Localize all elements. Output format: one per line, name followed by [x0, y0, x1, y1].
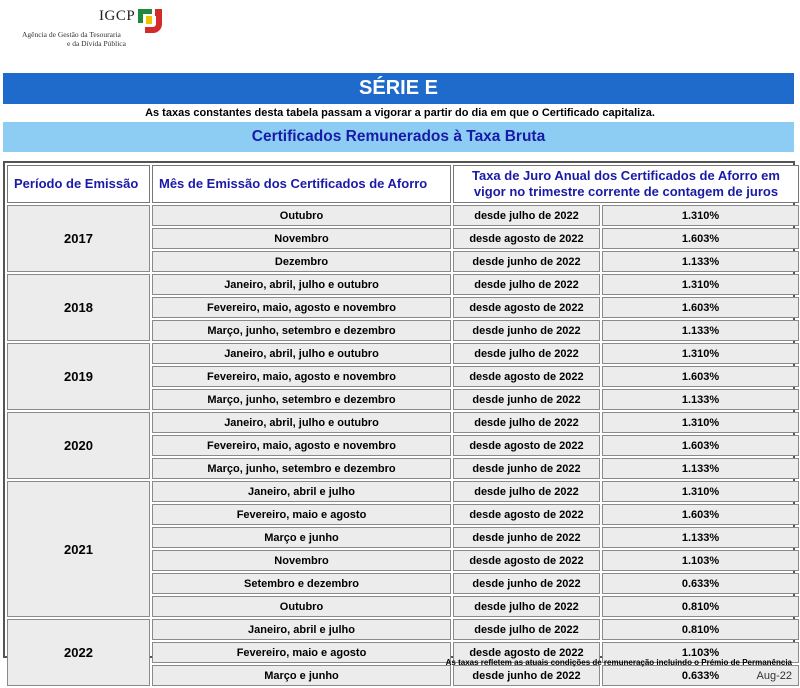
effective-since: desde junho de 2022: [453, 251, 600, 272]
issue-month: Outubro: [152, 596, 451, 617]
header-rate: Taxa de Juro Anual dos Certificados de Aforro em vigor no trimestre corrente de contagem de juros: [453, 165, 799, 203]
interest-rate: 0.633%: [602, 665, 799, 686]
issue-month: Março e junho: [152, 527, 451, 548]
footnote: As taxas refletem as atuais condições de remuneração incluindo o Prémio de Permanência: [445, 658, 792, 667]
issue-month: Fevereiro, maio e agosto: [152, 642, 451, 663]
table-row: [7, 412, 799, 433]
issue-month: Fevereiro, maio, agosto e novembro: [152, 297, 451, 318]
effective-since: desde agosto de 2022: [453, 366, 600, 387]
issue-month: Março, junho, setembro e dezembro: [152, 320, 451, 341]
igcp-logo: [22, 6, 172, 48]
issue-month: Março, junho, setembro e dezembro: [152, 389, 451, 410]
issue-month: Janeiro, abril, julho e outubro: [152, 343, 451, 364]
effective-since: desde junho de 2022: [453, 527, 600, 548]
interest-rate: 0.810%: [602, 596, 799, 617]
interest-rate: 1.603%: [602, 504, 799, 525]
table-row: [7, 481, 799, 502]
interest-rate: 1.103%: [602, 550, 799, 571]
interest-rate: 1.603%: [602, 435, 799, 456]
effective-since: desde agosto de 2022: [453, 642, 600, 663]
issue-month: Janeiro, abril, julho e outubro: [152, 412, 451, 433]
interest-rate: 1.133%: [602, 251, 799, 272]
issue-month: Novembro: [152, 228, 451, 249]
issue-month: Dezembro: [152, 251, 451, 272]
interest-rate: 1.310%: [602, 412, 799, 433]
effective-since: desde agosto de 2022: [453, 228, 600, 249]
issue-month: Março e junho: [152, 665, 451, 686]
table-row: [7, 205, 799, 226]
period-year: 2022: [7, 619, 150, 686]
effective-since: desde julho de 2022: [453, 412, 600, 433]
interest-rate: 0.633%: [602, 573, 799, 594]
interest-rate: 1.103%: [602, 642, 799, 663]
interest-rate: 1.133%: [602, 320, 799, 341]
interest-rate: 1.133%: [602, 458, 799, 479]
header-month: Mês de Emissão dos Certificados de Aforro: [152, 165, 451, 203]
issue-month: Fevereiro, maio, agosto e novembro: [152, 435, 451, 456]
period-year: 2017: [7, 205, 150, 272]
effective-since: desde agosto de 2022: [453, 297, 600, 318]
effective-since: desde agosto de 2022: [453, 435, 600, 456]
interest-rate: 1.310%: [602, 274, 799, 295]
effective-since: desde junho de 2022: [453, 458, 600, 479]
effective-since: desde julho de 2022: [453, 343, 600, 364]
subtitle: As taxas constantes desta tabela passam a vigorar a partir do dia em que o Certificado capitaliza.: [145, 107, 655, 119]
issue-month: Setembro e dezembro: [152, 573, 451, 594]
period-year: 2018: [7, 274, 150, 341]
effective-since: desde julho de 2022: [453, 481, 600, 502]
interest-rate: 1.310%: [602, 481, 799, 502]
issue-month: Março, junho, setembro e dezembro: [152, 458, 451, 479]
effective-since: desde julho de 2022: [453, 619, 600, 640]
issue-month: Janeiro, abril e julho: [152, 619, 451, 640]
table-row: [7, 619, 799, 640]
logo-line2: e da Dívida Pública: [67, 39, 126, 48]
effective-since: desde junho de 2022: [453, 389, 600, 410]
page-title: SÉRIE E: [3, 73, 794, 104]
interest-rate: 1.310%: [602, 343, 799, 364]
date-tag: Aug-22: [756, 670, 792, 682]
effective-since: desde julho de 2022: [453, 596, 600, 617]
interest-rate: 1.310%: [602, 205, 799, 226]
section-title: Certificados Remunerados à Taxa Bruta: [3, 122, 794, 152]
interest-rate: 1.133%: [602, 389, 799, 410]
interest-rate: 1.603%: [602, 228, 799, 249]
effective-since: desde julho de 2022: [453, 205, 600, 226]
period-year: 2020: [7, 412, 150, 479]
period-year: 2021: [7, 481, 150, 617]
effective-since: desde junho de 2022: [453, 320, 600, 341]
igcp-emblem-icon: [135, 6, 165, 36]
interest-rate: 1.603%: [602, 366, 799, 387]
period-year: 2019: [7, 343, 150, 410]
interest-rate: 1.133%: [602, 527, 799, 548]
issue-month: Novembro: [152, 550, 451, 571]
header-period: Período de Emissão: [7, 165, 150, 203]
effective-since: desde junho de 2022: [453, 665, 600, 686]
issue-month: Janeiro, abril, julho e outubro: [152, 274, 451, 295]
logo-name: IGCP: [99, 8, 136, 24]
interest-rate: 1.603%: [602, 297, 799, 318]
effective-since: desde junho de 2022: [453, 573, 600, 594]
table-row: [7, 343, 799, 364]
effective-since: desde agosto de 2022: [453, 504, 600, 525]
issue-month: Outubro: [152, 205, 451, 226]
table-row: [7, 274, 799, 295]
issue-month: Fevereiro, maio e agosto: [152, 504, 451, 525]
effective-since: desde agosto de 2022: [453, 550, 600, 571]
issue-month: Fevereiro, maio, agosto e novembro: [152, 366, 451, 387]
issue-month: Janeiro, abril e julho: [152, 481, 451, 502]
logo-line1: Agência de Gestão da Tesouraria: [22, 30, 121, 39]
effective-since: desde julho de 2022: [453, 274, 600, 295]
interest-rate: 0.810%: [602, 619, 799, 640]
